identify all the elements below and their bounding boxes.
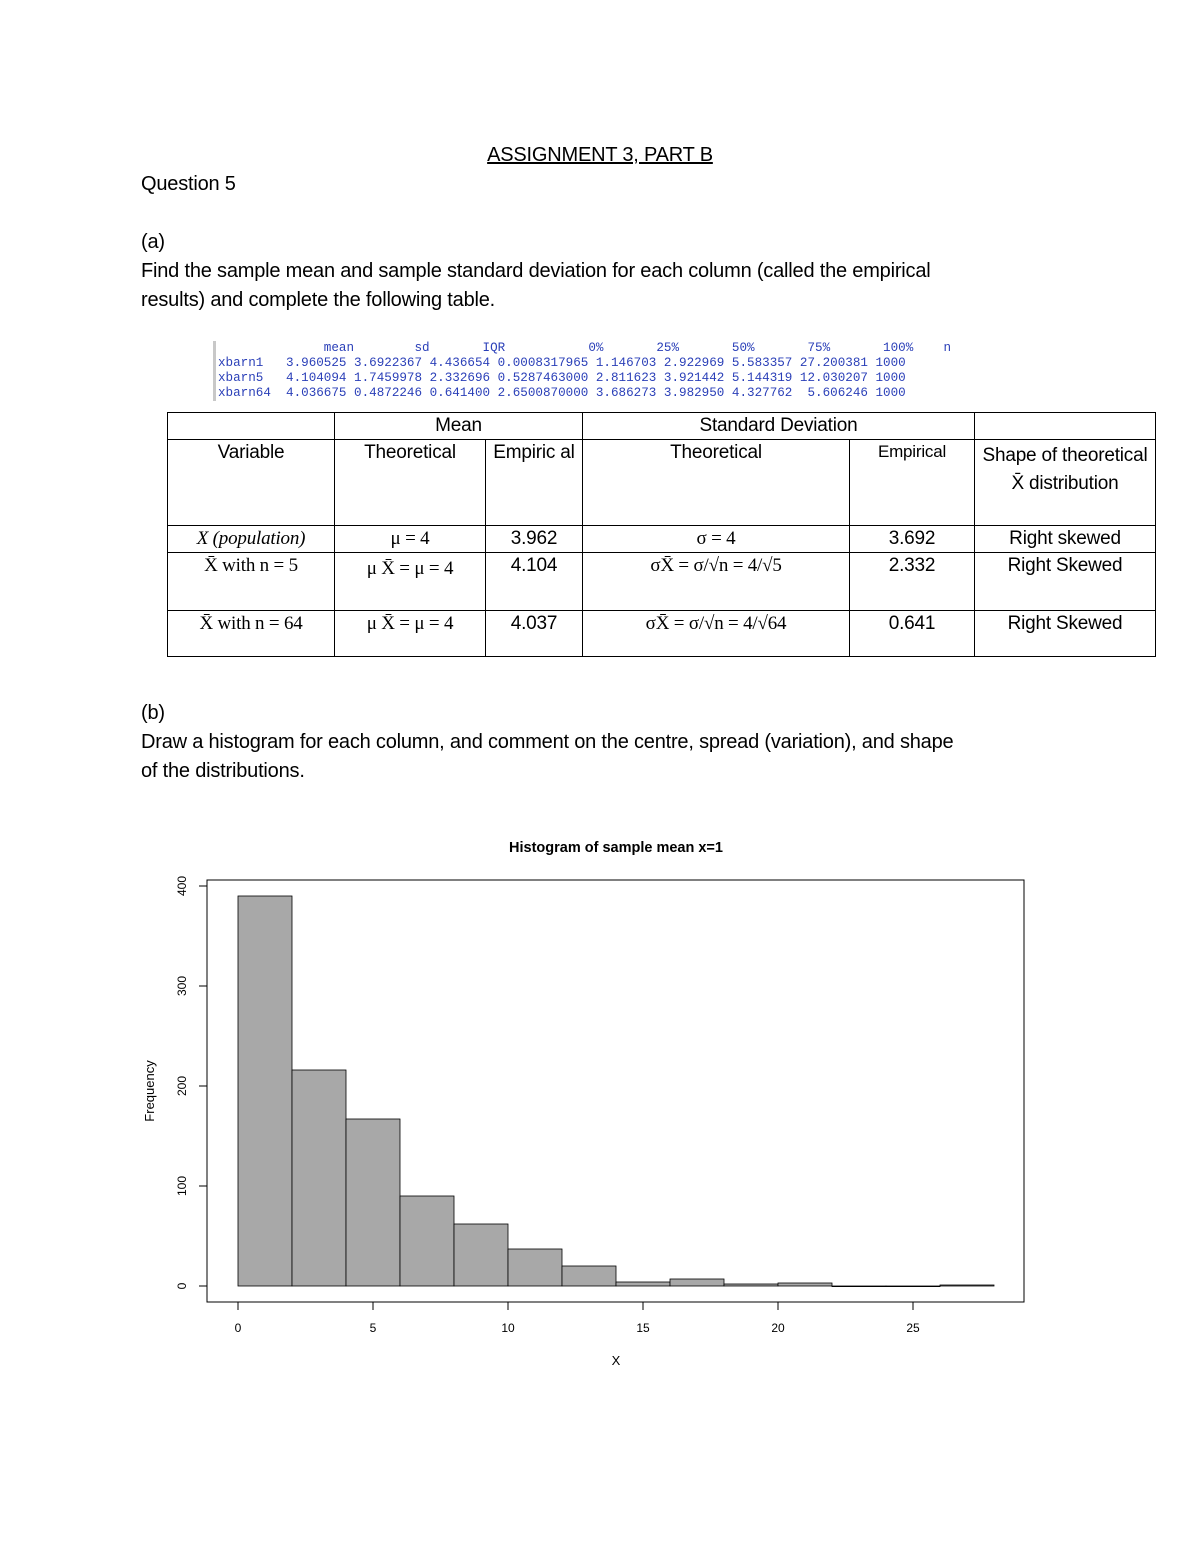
r-output-header: mean sd IQR 0% 25% 50% 75% 100% n bbox=[218, 341, 952, 355]
cell-shape: Right Skewed bbox=[975, 611, 1156, 657]
cell-mean-theoretical: μ X̄ = μ = 4 bbox=[335, 611, 486, 657]
x-tick-label: 15 bbox=[636, 1321, 650, 1335]
col-variable: Variable bbox=[168, 440, 335, 526]
histogram-bar bbox=[778, 1283, 832, 1286]
part-b-label: (b) bbox=[141, 702, 165, 724]
histogram-bar bbox=[238, 896, 292, 1286]
x-axis-label: X bbox=[611, 1353, 621, 1368]
y-tick-label: 300 bbox=[175, 975, 189, 997]
part-a-instruction-line1: Find the sample mean and sample standard deviation for each column (called the empirical bbox=[141, 260, 931, 282]
histogram-bar bbox=[400, 1196, 454, 1286]
histogram-bar bbox=[832, 1286, 886, 1287]
cell-mean-empirical: 4.037 bbox=[486, 611, 583, 657]
histogram-bar bbox=[454, 1224, 508, 1286]
r-output-row-xbarn5: xbarn5 4.104094 1.7459978 2.332696 0.5287463000 2.811623 3.921442 5.144319 12.030207 1000 bbox=[218, 371, 906, 385]
x-tick-label: 0 bbox=[234, 1321, 242, 1335]
part-a-instruction-line2: results) and complete the following table. bbox=[141, 289, 496, 311]
cell-mean-empirical: 4.104 bbox=[486, 553, 583, 611]
x-axis bbox=[235, 1302, 920, 1335]
y-tick-label: 0 bbox=[175, 1282, 189, 1290]
table-group-mean: Mean bbox=[335, 413, 583, 440]
col-mean-empirical: Empiric al bbox=[486, 440, 583, 526]
histogram-bars bbox=[238, 896, 994, 1287]
y-axis bbox=[175, 876, 207, 1290]
col-shape: Shape of theoretical X̄ distribution bbox=[975, 440, 1156, 526]
question-label: Question 5 bbox=[141, 173, 236, 195]
histogram-bar bbox=[562, 1266, 616, 1286]
chart-title: Histogram of sample mean x=1 bbox=[509, 840, 723, 856]
r-output-row-xbarn64: xbarn64 4.036675 0.4872246 0.641400 2.6500870000 3.686273 3.982950 4.327762 5.606246 1000 bbox=[218, 386, 906, 400]
histogram-bar bbox=[346, 1119, 400, 1286]
y-tick-label: 200 bbox=[175, 1075, 189, 1097]
histogram-bar bbox=[670, 1279, 724, 1286]
x-tick-label: 10 bbox=[501, 1321, 515, 1335]
cell-sd-theoretical: σX̄ = σ/√n = 4/√64 bbox=[583, 611, 850, 657]
cell-mean-theoretical: μ X̄ = μ = 4 bbox=[335, 553, 486, 611]
y-tick-label: 100 bbox=[175, 1175, 189, 1197]
histogram-bar bbox=[292, 1070, 346, 1286]
cell-mean-empirical: 3.962 bbox=[486, 526, 583, 553]
cell-sd-theoretical: σ = 4 bbox=[583, 526, 850, 553]
histogram-bar bbox=[508, 1249, 562, 1286]
r-output-row-xbarn1: xbarn1 3.960525 3.6922367 4.436654 0.0008317965 1.146703 2.922969 5.583357 27.200381 1000 bbox=[218, 356, 906, 370]
cell-sd-empirical: 0.641 bbox=[850, 611, 975, 657]
part-b-instruction-line2: of the distributions. bbox=[141, 760, 305, 782]
x-tick-label: 25 bbox=[906, 1321, 920, 1335]
col-mean-theoretical: Theoretical bbox=[335, 440, 486, 526]
x-tick-label: 20 bbox=[771, 1321, 785, 1335]
y-axis-label: Frequency bbox=[142, 1060, 157, 1122]
histogram-bar bbox=[724, 1284, 778, 1286]
cell-variable: X (population) bbox=[168, 526, 335, 553]
x-tick-label: 5 bbox=[369, 1321, 377, 1335]
col-sd-empirical: Empirical bbox=[850, 440, 975, 526]
histogram-bar bbox=[886, 1286, 940, 1287]
cell-mean-theoretical: μ = 4 bbox=[335, 526, 486, 553]
col-sd-theoretical: Theoretical bbox=[583, 440, 850, 526]
cell-variable: X̄ with n = 64 bbox=[168, 611, 335, 657]
histogram-bar bbox=[616, 1282, 670, 1286]
cell-variable: X̄ with n = 5 bbox=[168, 553, 335, 611]
part-a-label: (a) bbox=[141, 231, 165, 253]
cell-sd-empirical: 3.692 bbox=[850, 526, 975, 553]
cell-shape: Right Skewed bbox=[975, 553, 1156, 611]
y-tick-label: 400 bbox=[175, 875, 189, 897]
table-group-sd: Standard Deviation bbox=[583, 413, 975, 440]
cell-sd-empirical: 2.332 bbox=[850, 553, 975, 611]
page-title: ASSIGNMENT 3, PART B bbox=[487, 144, 713, 166]
cell-shape: Right skewed bbox=[975, 526, 1156, 553]
part-b-instruction-line1: Draw a histogram for each column, and comment on the centre, spread (variation), and shape bbox=[141, 731, 954, 753]
cell-sd-theoretical: σX̄ = σ/√n = 4/√5 bbox=[583, 553, 850, 611]
histogram-bar bbox=[940, 1285, 994, 1286]
